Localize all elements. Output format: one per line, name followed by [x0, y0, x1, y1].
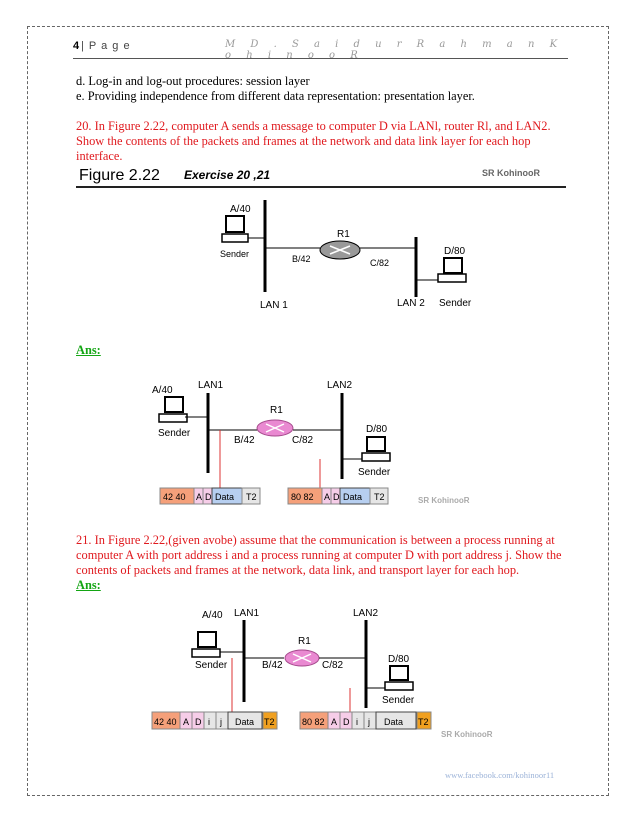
page-number: 4 — [73, 40, 80, 52]
label-lan1: LAN1 — [198, 380, 224, 391]
frame1-data: Data — [215, 492, 235, 502]
label-lan1: LAN1 — [234, 608, 260, 619]
computer-a-icon — [222, 216, 248, 242]
frame2-d: D — [343, 717, 350, 727]
answer-21-label: Ans: — [76, 578, 101, 592]
frame1-t2: T2 — [264, 717, 275, 727]
header-rule — [73, 58, 568, 59]
frame1-addr: 42 40 — [163, 492, 186, 502]
frame1-a: A — [183, 717, 190, 727]
computer-d-icon — [438, 258, 466, 282]
answer-20-label: Ans: — [76, 343, 101, 357]
frame1-d: D — [195, 717, 202, 727]
frame2-a: A — [331, 717, 338, 727]
figure-credit: SR KohinooR — [418, 496, 470, 505]
frame1-d: D — [205, 492, 212, 502]
answer-21-figure — [150, 604, 500, 744]
label-d: D/80 — [366, 424, 388, 435]
computer-a-icon — [192, 632, 220, 657]
frame2-a: A — [324, 492, 331, 502]
figure-2-22 — [76, 162, 566, 322]
question-21: 21. In Figure 2.22,(given avobe) assume that the communication is between a process running at computer A with port address i and a process running at computer D with port address j. Show the contents of packets and frames at the network, data link, and transport layer for each hop. — [76, 533, 562, 577]
answer-20-figure — [150, 375, 500, 510]
frame2-t2: T2 — [418, 717, 429, 727]
frame2-data: Data — [343, 492, 363, 502]
label-b42: B/42 — [292, 254, 311, 264]
label-b42: B/42 — [262, 660, 283, 671]
sender-d: Sender — [358, 467, 391, 478]
frame2-j: j — [368, 717, 370, 727]
frame1-a: A — [196, 492, 203, 502]
frame1-i: i — [208, 717, 210, 727]
computer-d-icon — [362, 437, 390, 461]
frame2-data: Data — [384, 717, 404, 727]
figure-credit: SR KohinooR — [441, 730, 493, 739]
label-r1: R1 — [298, 636, 311, 647]
label-a: A/40 — [230, 204, 251, 215]
page-header — [73, 39, 573, 61]
line-e: e. Providing independence from different data representation: presentation layer. — [76, 89, 475, 103]
label-b42: B/42 — [234, 435, 255, 446]
label-lan2: LAN2 — [353, 608, 379, 619]
sender-a: Sender — [195, 660, 228, 671]
label-lan1: LAN 1 — [260, 300, 288, 311]
label-d: D/80 — [444, 246, 466, 257]
label-lan2: LAN 2 — [397, 298, 425, 309]
sender-d: Sender — [382, 695, 415, 706]
label-r1: R1 — [337, 229, 350, 240]
computer-a-icon — [159, 397, 187, 422]
frame2-addr: 80 82 — [291, 492, 314, 502]
label-lan2: LAN2 — [327, 380, 353, 391]
label-a: A/40 — [152, 385, 173, 396]
frame1-data: Data — [235, 717, 255, 727]
computer-d-icon — [385, 666, 413, 690]
figure-subtitle: Exercise 20 ,21 — [184, 168, 271, 182]
question-20: 20. In Figure 2.22, computer A sends a message to computer D via LANl, router Rl, and LAN2. Show the contents of the packets and frames at the network and data link layer for each hop interface. — [76, 119, 551, 163]
frame-1 — [160, 488, 260, 504]
frame2-d: D — [333, 492, 340, 502]
frame2-i: i — [356, 717, 358, 727]
label-c82: C/82 — [370, 258, 390, 268]
footer-watermark: www.facebook.com/kohinoor11 — [445, 770, 555, 780]
router-r1-icon — [320, 241, 360, 259]
frame-2 — [300, 712, 431, 729]
frame2-addr: 80 82 — [302, 717, 325, 727]
frame1-j: j — [220, 717, 222, 727]
label-r1: R1 — [270, 405, 283, 416]
page-label: | P a g e — [81, 40, 131, 52]
frame1-addr: 42 40 — [154, 717, 177, 727]
router-r1-icon — [257, 420, 293, 436]
frame1-t2: T2 — [246, 492, 257, 502]
line-d: d. Log-in and log-out procedures: session layer — [76, 74, 310, 88]
figure-title: Figure 2.22 — [79, 167, 160, 184]
figure-credit: SR KohinooR — [482, 168, 540, 178]
frame-1 — [152, 712, 277, 729]
frame-2 — [288, 488, 388, 504]
sender-a: Sender — [220, 249, 250, 259]
label-a: A/40 — [202, 610, 223, 621]
label-d: D/80 — [388, 654, 410, 665]
router-r1-icon — [285, 650, 319, 666]
label-c82: C/82 — [292, 435, 314, 446]
sender-d: Sender — [439, 298, 472, 309]
author-name: M D . S a i d u r R a h m a n K o h i n o o R — [225, 39, 564, 61]
sender-a: Sender — [158, 428, 191, 439]
frame2-t2: T2 — [374, 492, 385, 502]
label-c82: C/82 — [322, 660, 344, 671]
